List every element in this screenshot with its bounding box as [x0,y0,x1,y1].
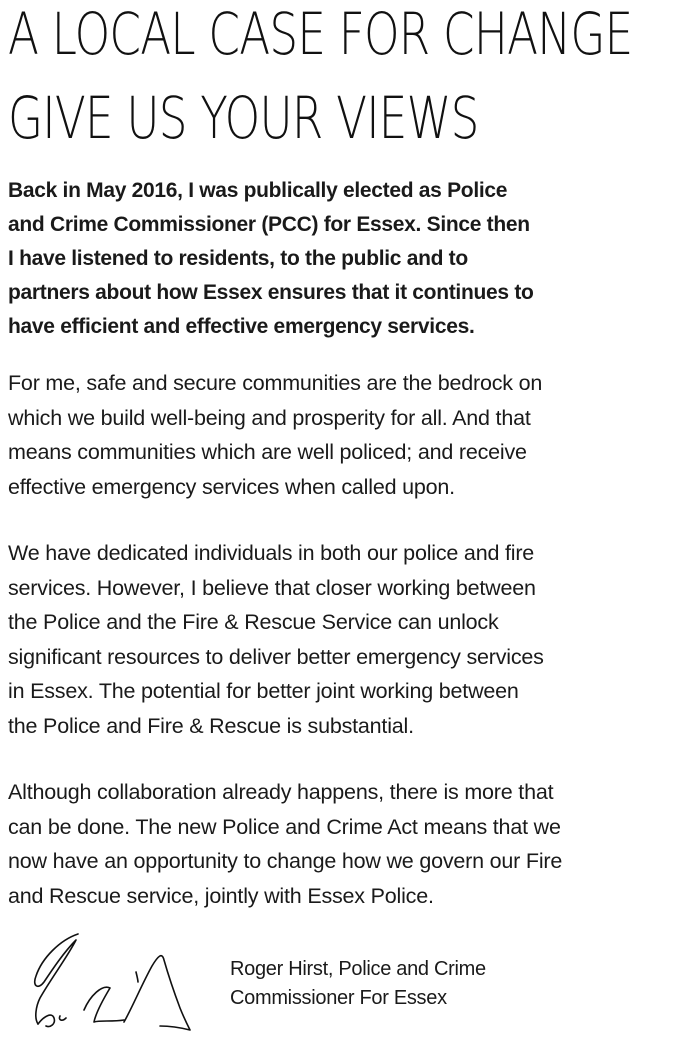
signature-title: Commissioner For Essex [230,987,447,1009]
paragraph-line: can be done. The new Police and Crime Act means that we [8,814,561,839]
paragraph-line: in Essex. The potential for better joint working between [8,679,519,703]
paragraph-line: Although collaboration already happens, there is more that [8,780,554,804]
intro-line: and Crime Commissioner (PCC) for Essex. Since then [8,213,530,236]
body-paragraph-3 [8,775,680,913]
intro-line: I have listened to residents, to the public and to [8,247,468,270]
paragraph-line: significant resources to deliver better emergency services [8,644,544,669]
intro-paragraph [8,174,680,344]
body-paragraph-1 [8,366,680,504]
signature-ink [35,934,190,1030]
signature-caption [230,955,486,1013]
paragraph-line: services. However, I believe that closer working between [8,575,536,600]
signature-name: Roger Hirst, Police and Crime [230,958,486,980]
intro-line: partners about how Essex ensures that it continues to [8,281,534,304]
paragraph-line: For me, safe and secure communities are the bedrock on [8,371,543,395]
intro-line: Back in May 2016, I was publically elected as Police [8,179,508,202]
body-paragraph-2 [8,536,680,743]
paragraph-line: the Police and Fire & Rescue is substantial. [8,713,414,738]
paragraph-line: and Rescue service, jointly with Essex Police. [8,883,434,908]
intro-line: have efficient and effective emergency services. [8,315,475,338]
paragraph-line: We have dedicated individuals in both our police and fire [8,541,535,565]
handwritten-signature [20,926,220,1036]
paragraph-line: which we build well-being and prosperity for all. And that [8,405,531,430]
headline-line-2: GIVE US YOUR VIEWS [8,84,479,152]
paragraph-line: the Police and the Fire & Rescue Service can unlock [8,610,499,634]
headline-line-1: A LOCAL CASE FOR CHANGE [8,0,633,68]
paragraph-line: means communities which are well policed; and receive [8,440,527,464]
paragraph-line: effective emergency services when called upon. [8,474,455,499]
paragraph-line: now have an opportunity to change how we govern our Fire [8,849,563,873]
